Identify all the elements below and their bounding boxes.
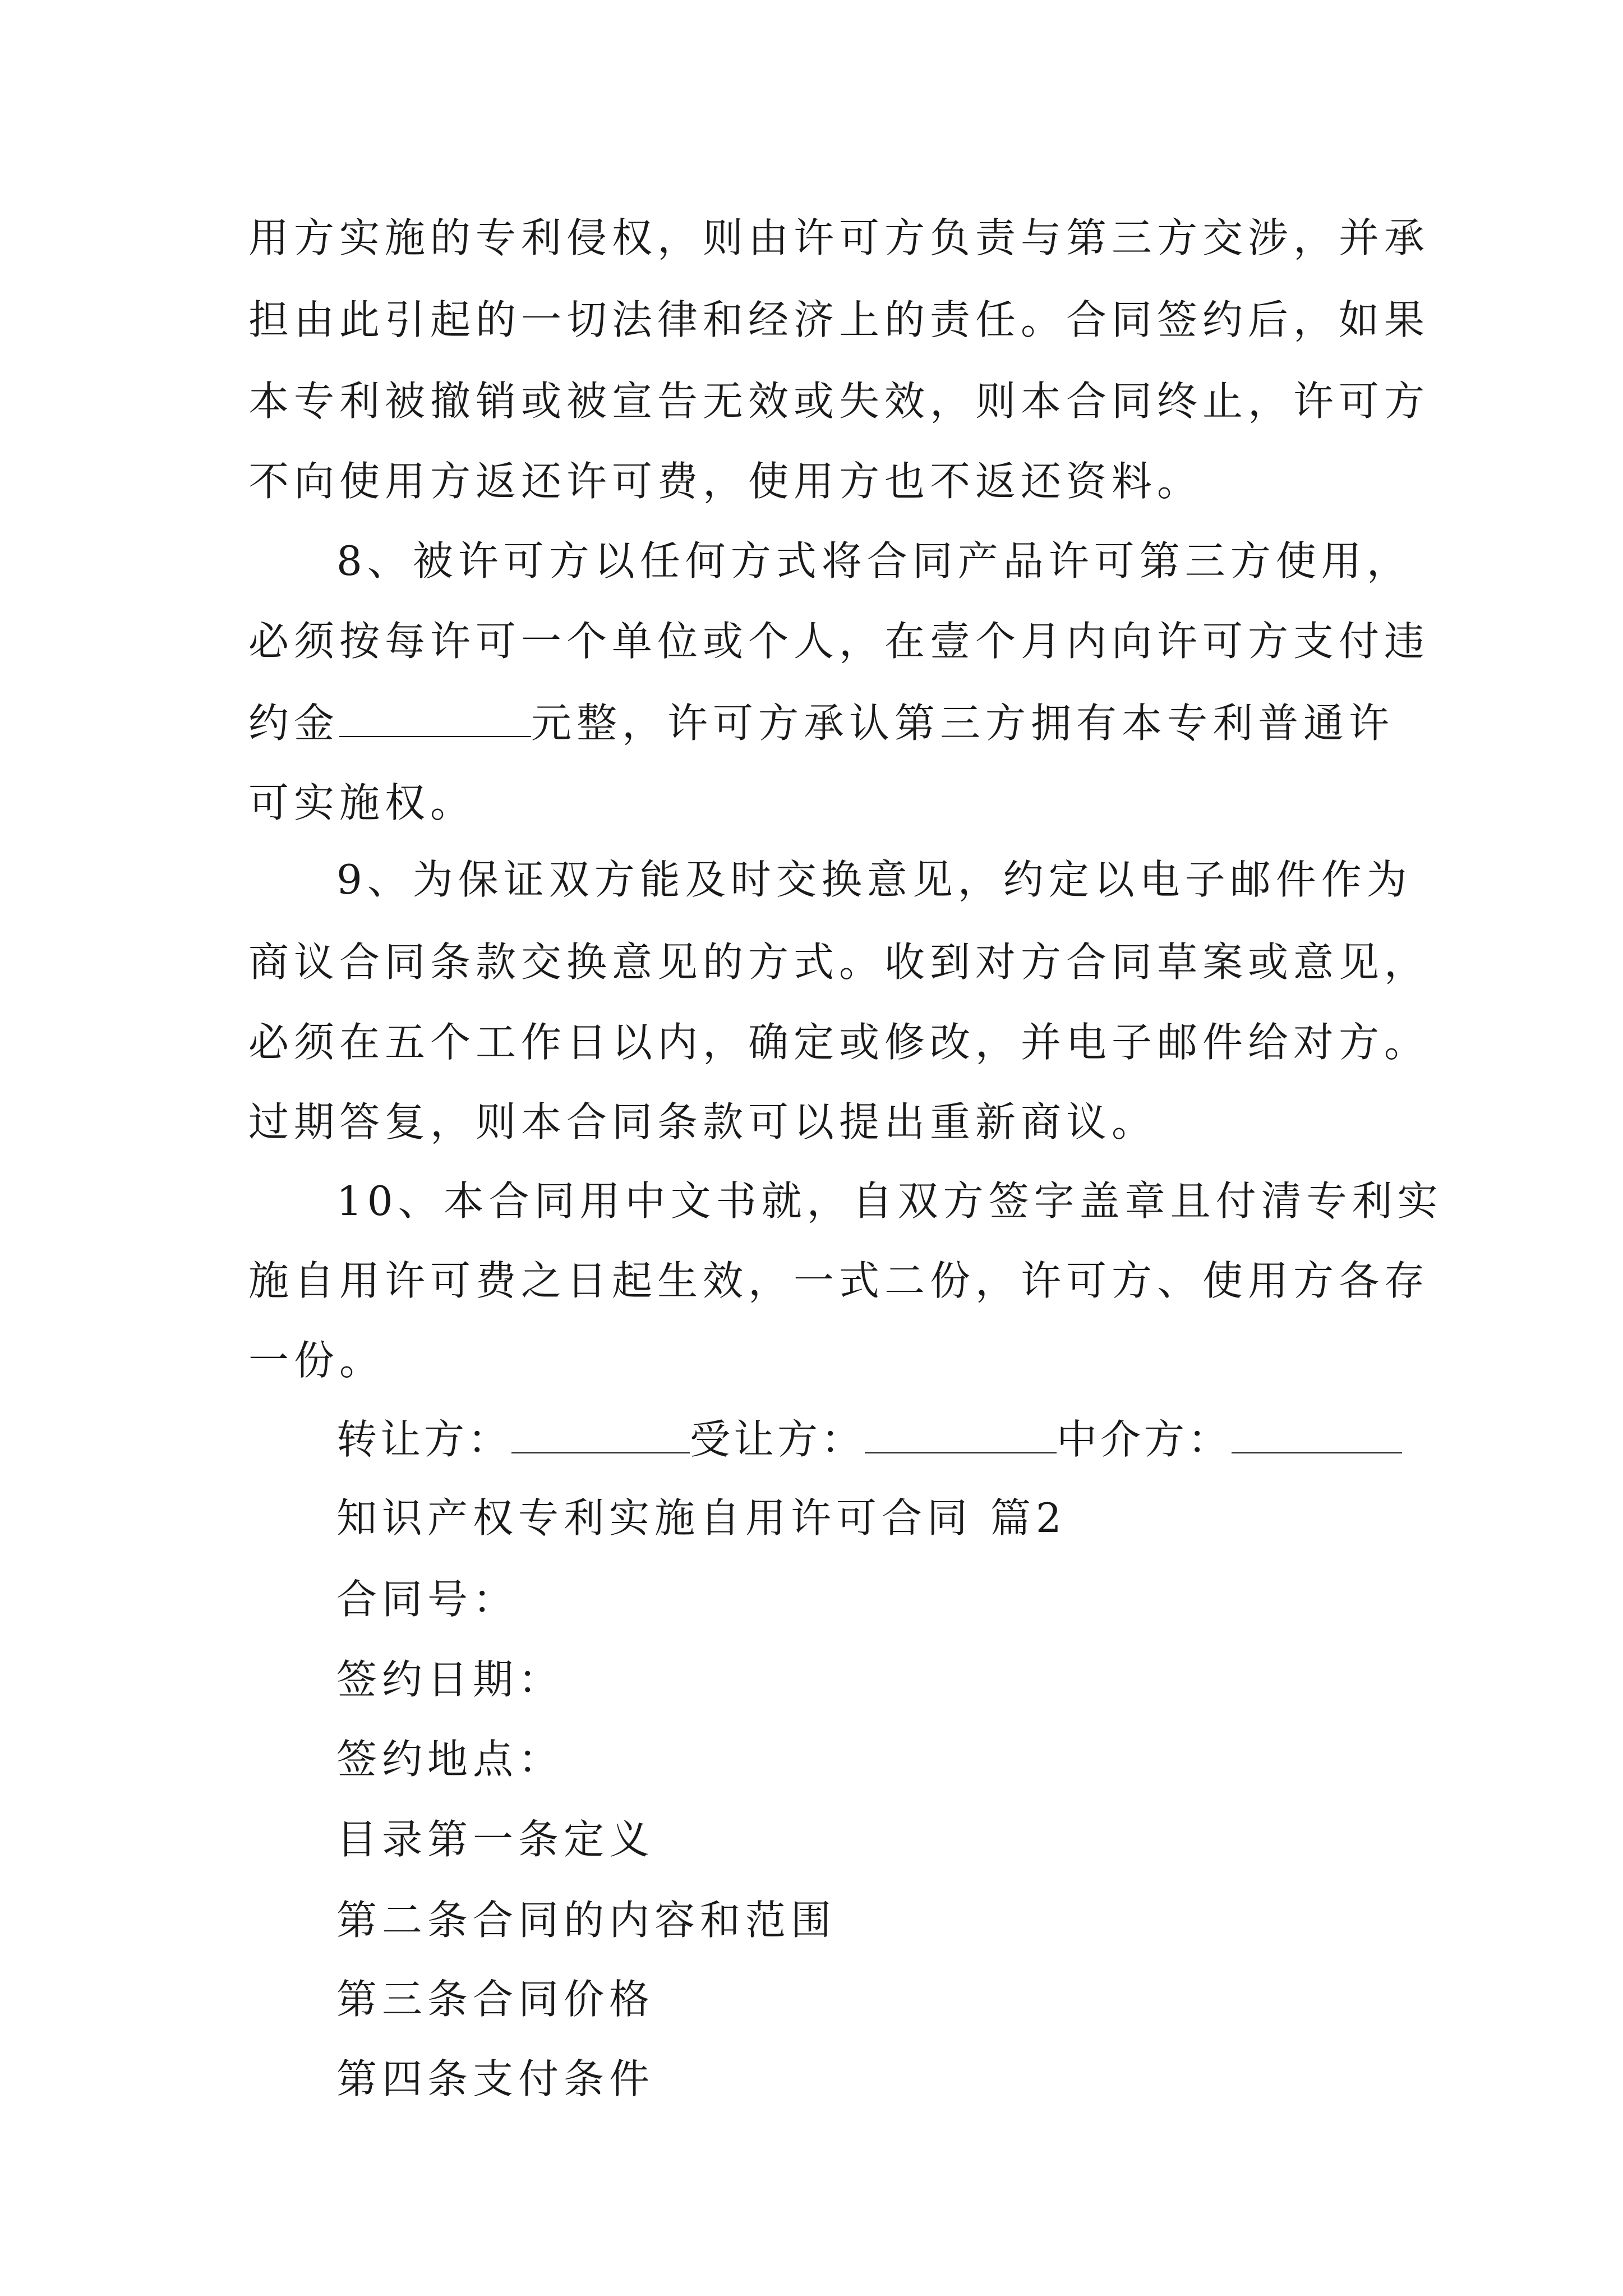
transferee-blank: [865, 1419, 1057, 1453]
toc-item-3: 第三条合同价格: [336, 1976, 655, 2023]
paragraph-9-line-1: 9、为保证双方能及时交换意见，约定以电子邮件作为: [336, 856, 1412, 903]
toc-item-2: 第二条合同的内容和范围: [336, 1897, 837, 1944]
paragraph-8-line-3: [248, 700, 1395, 747]
section-heading-2: 知识产权专利实施自用许可合同 篇2: [336, 1494, 1067, 1542]
intermediary-label: 中介方：: [1057, 1416, 1232, 1463]
paragraph-9-line-3: 必须在五个工作日以内，确定或修改，并电子邮件给对方。: [248, 1019, 1430, 1066]
penalty-label: 约金: [248, 700, 340, 747]
paragraph-7-line-1: 用方实施的专利侵权，则由许可方负责与第三方交涉，并承: [248, 214, 1430, 261]
signature-line: [336, 1416, 1402, 1463]
intermediary-blank: [1232, 1419, 1402, 1453]
toc-item-4: 第四条支付条件: [336, 2055, 655, 2102]
paragraph-10-line-2: 施自用许可费之日起生效，一式二份，许可方、使用方各存: [248, 1257, 1430, 1304]
paragraph-7-line-4: 不向使用方返还许可费，使用方也不返还资料。: [248, 458, 1203, 505]
paragraph-9-line-4: 过期答复，则本合同条款可以提出重新商议。: [248, 1098, 1158, 1145]
penalty-amount-blank: [339, 702, 531, 737]
sign-place-label: 签约地点：: [336, 1736, 564, 1783]
sign-date-label: 签约日期：: [336, 1656, 564, 1703]
paragraph-10-line-3: 一份。: [248, 1337, 385, 1384]
paragraph-7-line-3: 本专利被撤销或被宣告无效或失效，则本合同终止，许可方: [248, 378, 1430, 425]
paragraph-7-line-2: 担由此引起的一切法律和经济上的责任。合同签约后，如果: [248, 296, 1430, 343]
transferor-blank: [511, 1419, 690, 1453]
paragraph-9-line-2: 商议合同条款交换意见的方式。收到对方合同草案或意见，: [248, 938, 1430, 986]
paragraph-8-line-4: 可实施权。: [248, 779, 476, 826]
transferee-label: 受让方：: [690, 1416, 865, 1463]
penalty-text: 元整，许可方承认第三方拥有本专利普通许: [531, 700, 1395, 747]
contract-number-label: 合同号：: [336, 1576, 519, 1623]
paragraph-8-line-1: 8、被许可方以任何方式将合同产品许可第三方使用，: [336, 537, 1412, 585]
transferor-label: 转让方：: [336, 1416, 512, 1463]
paragraph-10-line-1: 10、本合同用中文书就，自双方签字盖章且付清专利实: [336, 1177, 1443, 1225]
toc-item-1: 目录第一条定义: [336, 1816, 655, 1863]
paragraph-8-line-2: 必须按每许可一个单位或个人，在壹个月内向许可方支付违: [248, 618, 1430, 665]
